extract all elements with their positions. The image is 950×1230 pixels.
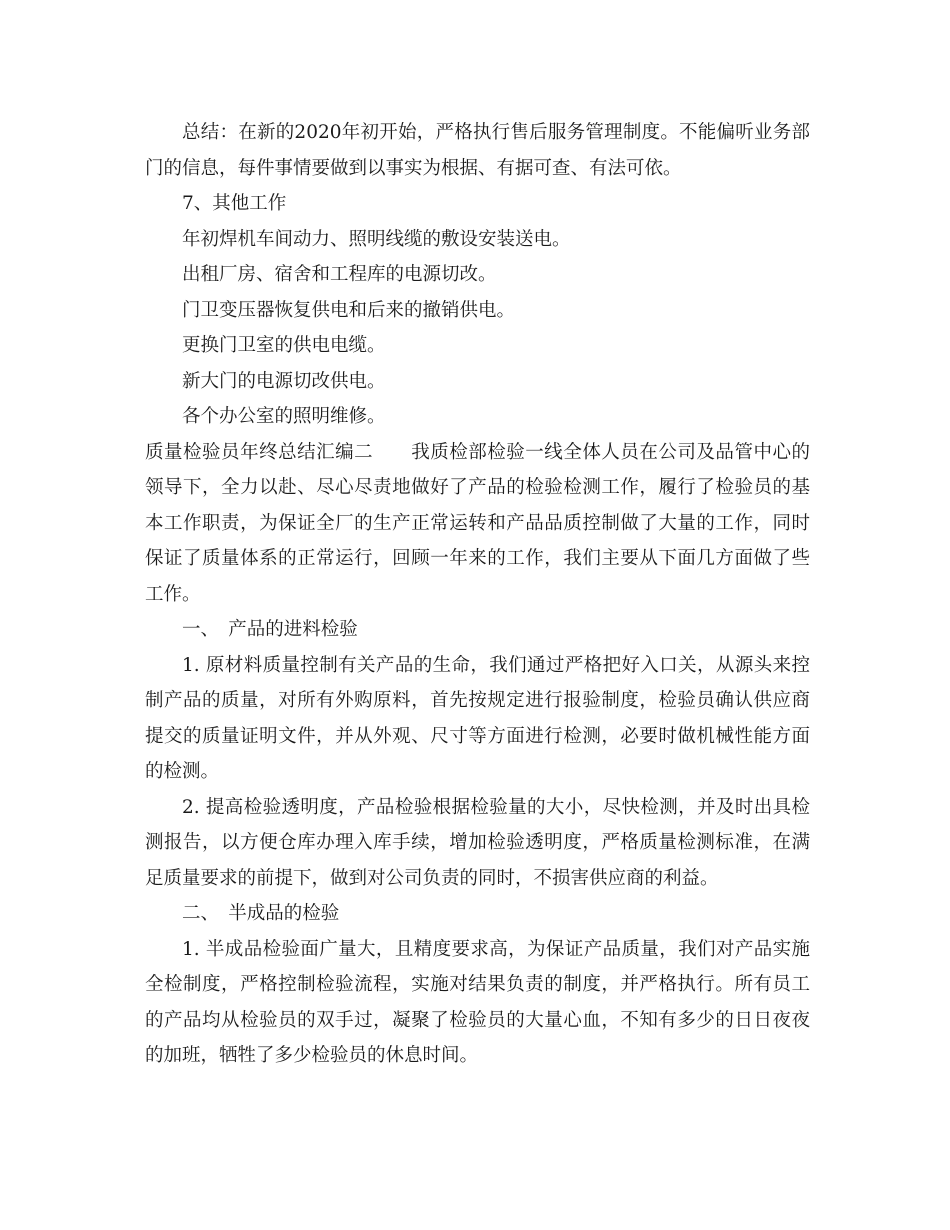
list-item: 各个办公室的照明维修。 — [182, 406, 386, 427]
summary-paragraph: 总结：在新的2020年初开始，严格执行售后服务管理制度。不能偏听业务部门的信息，每件事情要做到以事实为根据、有据可查、有法可依。 — [145, 122, 810, 179]
list-item: 更换门卫室的供电电缆。 — [182, 335, 386, 356]
section-heading-other-work: 7、其他工作 — [182, 193, 287, 214]
section-heading-incoming-inspection: 一、 产品的进料检验 — [182, 619, 358, 640]
list-item: 年初焊机车间动力、照明线缆的敷设安装送电。 — [182, 228, 571, 250]
report-intro-paragraph: 质量检验员年终总结汇编二 我质检部检验一线全体人员在公司及品管中心的领导下，全力以赴、尽心尽责地做好了产品的检验检测工作，履行了检验员的基本工作职责，为保证全厂的生产正常运转和产品品质控制做了大量的工作，同时保证了质量体系的正常运行，回顾一年来的工作，我们主要从下面几方面做了些工作。 — [145, 441, 810, 605]
document-body — [145, 115, 810, 1074]
list-item: 门卫变压器恢复供电和后来的撤销供电。 — [182, 299, 516, 321]
numbered-paragraph: 2. 提高检验透明度，产品检验根据检验量的大小，尽快检测，并及时出具检测报告，以方便仓库办理入库手续，增加检验透明度，严格质量检测标准，在满足质量要求的前提下，做到对公司负责的同时，不损害供应商的利益。 — [145, 796, 810, 889]
list-item: 新大门的电源切改供电。 — [182, 370, 386, 392]
numbered-paragraph: 1. 原材料质量控制有关产品的生命，我们通过严格把好入口关，从源头来控制产品的质量，对所有外购原料，首先按规定进行报验制度，检验员确认供应商提交的质量证明文件，并从外观、尺寸等方面进行检测，必要时做机械性能方面的检测。 — [145, 654, 810, 782]
section-heading-semi-finished-inspection: 二、 半成品的检验 — [182, 903, 340, 924]
numbered-paragraph: 1. 半成品检验面广量大，且精度要求高，为保证产品质量，我们对产品实施全检制度，严格控制检验流程，实施对结果负责的制度，并严格执行。所有员工的产品均从检验员的双手过，凝聚了检验员的大量心血，不知有多少的日日夜夜的加班，牺牲了多少检验员的休息时间。 — [145, 938, 810, 1066]
list-item: 出租厂房、宿舍和工程库的电源切改。 — [182, 264, 497, 285]
